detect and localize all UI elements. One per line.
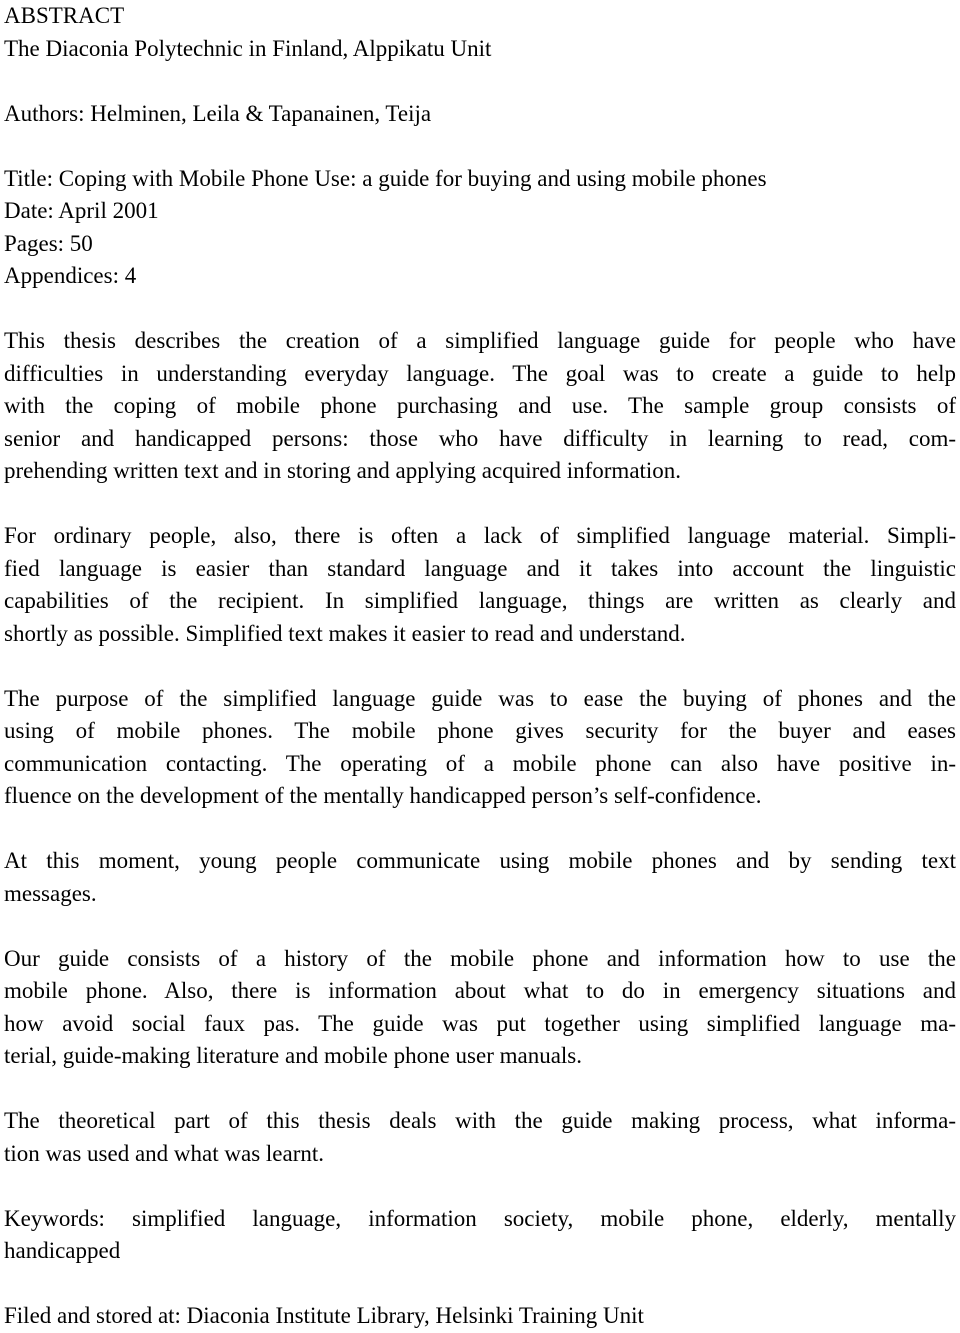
- spacer: [4, 65, 956, 98]
- paragraph-line: terial, guide-making literature and mobile phone user manuals.: [4, 1043, 583, 1068]
- paragraph-3: [4, 683, 956, 813]
- paragraph-line: The purpose of the simplified language guide was to ease the buying of phones and the: [4, 685, 956, 711]
- paragraph-line: Our guide consists of a history of the mobile phone and information how to use the: [4, 945, 956, 971]
- spacer: [4, 910, 956, 943]
- paragraph-line: with the coping of mobile phone purchasing and use. The sample group consists of: [4, 393, 956, 418]
- pages: Pages: 50: [4, 230, 93, 256]
- spacer: [4, 1073, 956, 1106]
- paragraph-line: For ordinary people, also, there is often a lack of simplified language material. Simpli-: [4, 523, 956, 548]
- paragraph-line: capabilities of the recipient. In simplified language, things are written as clearly and: [4, 588, 956, 613]
- paragraph-line: messages.: [4, 880, 97, 906]
- paragraph-line: prehending written text and in storing and applying acquired information.: [4, 458, 682, 483]
- spacer: [4, 1268, 956, 1301]
- paragraph-6: [4, 1105, 956, 1170]
- paragraph-line: fied language is easier than standard language and it takes into account the linguistic: [4, 555, 956, 581]
- spacer: [4, 488, 956, 521]
- paragraph-line: fluence on the development of the mentally handicapped person’s self-confidence.: [4, 783, 762, 808]
- paragraph-line: At this moment, young people communicate using mobile phones and by sending text: [4, 848, 956, 873]
- keywords-line: Keywords: simplified language, information society, mobile phone, elderly, mentally: [4, 1205, 956, 1231]
- spacer: [4, 1170, 956, 1203]
- paragraph-2: [4, 520, 956, 650]
- institution: The Diaconia Polytechnic in Finland, Alppikatu Unit: [4, 35, 492, 61]
- filed-and-stored: Filed and stored at: Diaconia Institute Library, Helsinki Training Unit: [4, 1303, 644, 1328]
- abstract-heading: ABSTRACT: [4, 3, 125, 28]
- abstract-page: [4, 0, 956, 1333]
- paragraph-line: difficulties in understanding everyday language. The goal was to create a guide to help: [4, 360, 956, 386]
- appendices: Appendices: 4: [4, 263, 137, 288]
- spacer: [4, 813, 956, 846]
- paragraph-line: This thesis describes the creation of a simplified language guide for people who have: [4, 328, 956, 353]
- thesis-title: Title: Coping with Mobile Phone Use: a guide for buying and using mobile phones: [4, 165, 767, 191]
- paragraph-5: [4, 943, 956, 1073]
- paragraph-line: shortly as possible. Simplified text makes it easier to read and understand.: [4, 620, 686, 646]
- keywords-line: handicapped: [4, 1238, 121, 1263]
- date: Date: April 2001: [4, 198, 159, 223]
- spacer: [4, 650, 956, 683]
- paragraph-line: how avoid social faux pas. The guide was put together using simplified language ma-: [4, 1010, 956, 1036]
- paragraph-4: [4, 845, 956, 910]
- paragraph-1: [4, 325, 956, 488]
- spacer: [4, 130, 956, 163]
- paragraph-line: tion was used and what was learnt.: [4, 1140, 325, 1166]
- paragraph-line: using of mobile phones. The mobile phone gives security for the buyer and eases: [4, 718, 956, 743]
- paragraph-line: communication contacting. The operating of a mobile phone can also have positive in-: [4, 750, 956, 776]
- paragraph-line: mobile phone. Also, there is information about what to do in emergency situations and: [4, 978, 956, 1003]
- paragraph-line: senior and handicapped persons: those who have difficulty in learning to read, com-: [4, 425, 956, 451]
- authors: Authors: Helminen, Leila & Tapanainen, Teija: [4, 100, 432, 126]
- spacer: [4, 293, 956, 326]
- keywords: [4, 1203, 956, 1268]
- paragraph-line: The theoretical part of this thesis deals with the guide making process, what informa-: [4, 1108, 956, 1133]
